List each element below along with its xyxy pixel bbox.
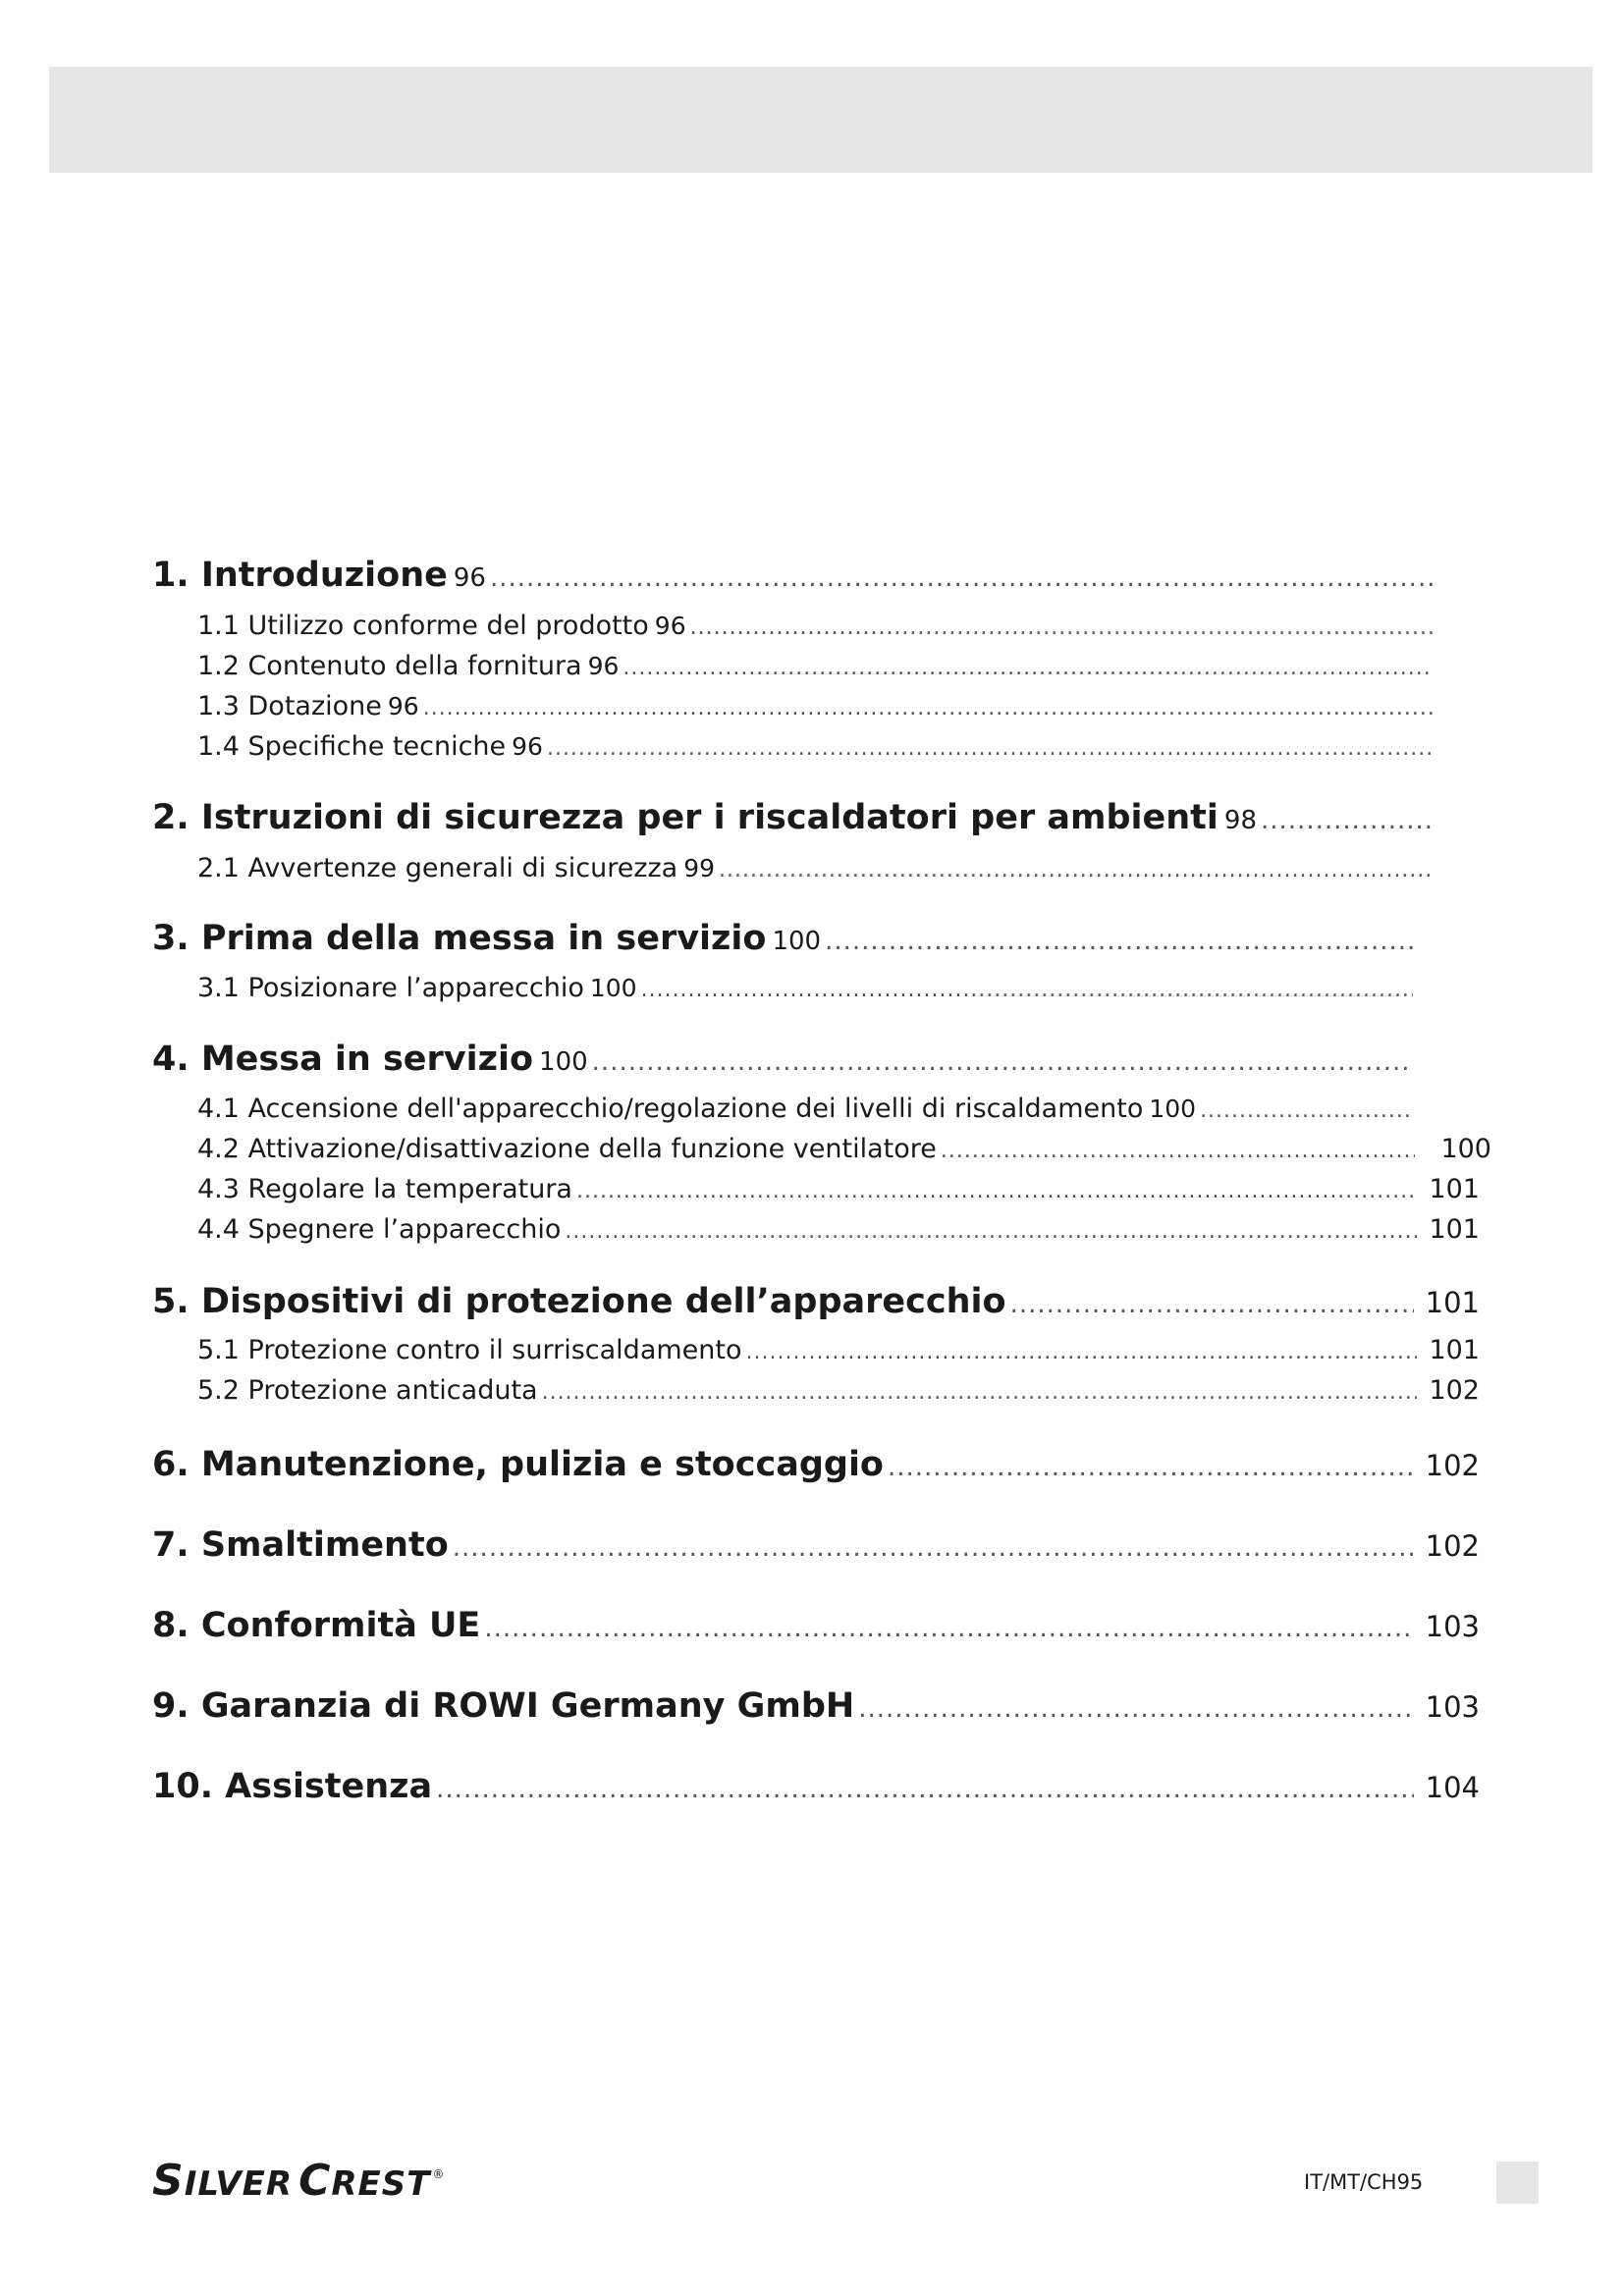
toc-entry-10[interactable] xyxy=(152,1767,1480,1806)
dot-leader xyxy=(641,978,1413,1002)
toc-page: 102 xyxy=(1429,1375,1480,1406)
toc-label: 2. Istruzioni di sicurezza per i riscaldatori per ambienti xyxy=(152,798,1218,837)
dot-leader xyxy=(858,1694,1413,1724)
dot-leader xyxy=(490,563,1433,593)
toc-page: 103 xyxy=(1425,1610,1480,1643)
toc-label: 5.1 Protezione contro il surriscaldamento xyxy=(197,1335,742,1365)
toc-page: 100 xyxy=(589,974,637,1002)
toc-entry-5-1[interactable] xyxy=(197,1335,1480,1365)
dot-leader xyxy=(623,656,1433,680)
toc-entry-4-3[interactable] xyxy=(197,1174,1480,1204)
toc-label: 1.1 Utilizzo conforme del prodotto xyxy=(197,611,649,641)
toc-entry-3[interactable] xyxy=(152,919,1419,958)
dot-leader xyxy=(542,1380,1418,1405)
toc-page: 100 xyxy=(1149,1095,1197,1123)
dot-leader xyxy=(423,696,1433,721)
toc-page: 100 xyxy=(1440,1134,1491,1164)
toc-label: 10. Assistenza xyxy=(152,1767,433,1806)
toc-label: 8. Conformità UE xyxy=(152,1606,481,1645)
dot-leader xyxy=(825,927,1413,956)
toc-entry-4-1[interactable] xyxy=(197,1094,1419,1124)
toc-page: 102 xyxy=(1425,1529,1480,1563)
dot-leader xyxy=(547,736,1433,761)
toc-entry-4-2[interactable] xyxy=(197,1134,1491,1164)
toc-entry-2-1[interactable] xyxy=(197,853,1438,883)
toc-page: 101 xyxy=(1429,1174,1480,1204)
dot-leader xyxy=(1261,806,1433,835)
toc-page: 99 xyxy=(683,854,716,882)
toc-entry-4[interactable] xyxy=(152,1040,1419,1079)
document-code: IT/MT/CH95 xyxy=(1304,2170,1424,2194)
toc-page: 96 xyxy=(453,563,486,593)
dot-leader xyxy=(1010,1290,1414,1319)
dot-leader xyxy=(576,1179,1417,1203)
dot-leader xyxy=(565,1219,1417,1244)
toc-entry-5-2[interactable] xyxy=(197,1375,1480,1406)
toc-label: 1.3 Dotazione xyxy=(197,691,382,721)
dot-leader xyxy=(453,1533,1414,1563)
dot-leader xyxy=(719,858,1433,882)
dot-leader xyxy=(484,1614,1413,1643)
toc-page: 100 xyxy=(772,927,822,956)
toc-entry-5[interactable] xyxy=(152,1282,1480,1321)
dot-leader xyxy=(746,1340,1418,1364)
toc-entry-1-2[interactable] xyxy=(197,651,1438,681)
toc-label: 7. Smaltimento xyxy=(152,1525,449,1565)
dot-leader xyxy=(888,1453,1414,1482)
toc-page: 96 xyxy=(654,612,686,640)
toc-page: 101 xyxy=(1425,1286,1480,1319)
toc-label: 1. Introduzione xyxy=(152,556,448,595)
dot-leader xyxy=(592,1047,1413,1077)
toc-page: 103 xyxy=(1425,1690,1480,1724)
toc-entry-2[interactable] xyxy=(152,798,1438,837)
toc-page: 102 xyxy=(1425,1449,1480,1482)
dot-leader xyxy=(941,1139,1416,1163)
toc-label: 3. Prima della messa in servizio xyxy=(152,919,767,958)
toc-entry-1-3[interactable] xyxy=(197,691,1438,721)
toc-entry-8[interactable] xyxy=(152,1606,1480,1645)
toc-label: 2.1 Avvertenze generali di sicurezza xyxy=(197,853,678,883)
silvercrest-logo: S ILVER C REST ® xyxy=(152,2156,446,2206)
toc-entry-7[interactable] xyxy=(152,1525,1480,1565)
toc-page: 96 xyxy=(387,692,419,721)
toc-label: 3.1 Posizionare l’apparecchio xyxy=(197,973,584,1003)
toc-entry-9[interactable] xyxy=(152,1686,1480,1726)
page-number-box xyxy=(1496,2162,1539,2204)
toc-page: 96 xyxy=(512,732,543,761)
toc-page: 104 xyxy=(1425,1771,1480,1804)
toc-page: 101 xyxy=(1429,1214,1480,1245)
toc-page: 96 xyxy=(587,652,620,680)
dot-leader xyxy=(436,1775,1413,1804)
toc-label: 9. Garanzia di ROWI Germany GmbH xyxy=(152,1686,855,1726)
toc-label: 4.3 Regolare la temperatura xyxy=(197,1174,572,1204)
toc-entry-6[interactable] xyxy=(152,1445,1480,1484)
dot-leader xyxy=(690,615,1433,640)
toc-page: 100 xyxy=(539,1047,588,1077)
toc-page: 101 xyxy=(1429,1335,1480,1365)
toc-entry-1[interactable] xyxy=(152,556,1438,595)
toc-entry-3-1[interactable] xyxy=(197,973,1419,1003)
toc-entry-4-4[interactable] xyxy=(197,1214,1480,1245)
toc-label: 4.2 Attivazione/disattivazione della funzione ventilatore xyxy=(197,1134,937,1164)
toc-label: 6. Manutenzione, pulizia e stoccaggio xyxy=(152,1445,884,1484)
toc-label: 4. Messa in servizio xyxy=(152,1040,534,1079)
toc-label: 5. Dispositivi di protezione dell’apparecchio xyxy=(152,1282,1006,1321)
toc-label: 4.1 Accensione dell'apparecchio/regolazione dei livelli di riscaldamento xyxy=(197,1094,1144,1124)
toc-label: 1.2 Contenuto della fornitura xyxy=(197,651,582,681)
toc-page: 98 xyxy=(1223,806,1257,835)
toc-entry-1-1[interactable] xyxy=(197,611,1438,641)
toc-entry-1-4[interactable] xyxy=(197,731,1438,762)
dot-leader xyxy=(1200,1098,1413,1123)
registered-mark: ® xyxy=(432,2167,446,2181)
toc-label: 5.2 Protezione anticaduta xyxy=(197,1375,538,1406)
toc-label: 4.4 Spegnere l’apparecchio xyxy=(197,1214,562,1245)
toc-label: 1.4 Specifiche tecniche xyxy=(197,731,507,762)
